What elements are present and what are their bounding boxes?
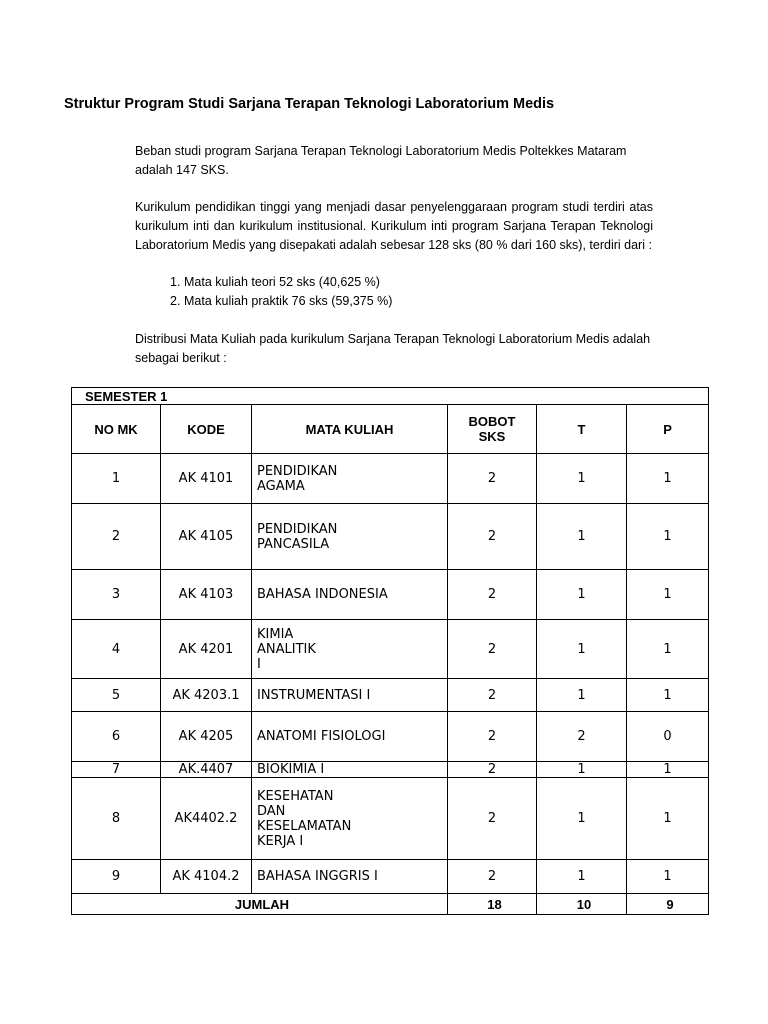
cell-no-mk: 3 <box>72 570 161 620</box>
table-row <box>72 712 709 762</box>
header-bobot-sks <box>448 405 537 454</box>
header-t: T <box>537 405 627 454</box>
list-number: 1. <box>170 275 181 289</box>
header-sks-line: SKS <box>478 429 506 444</box>
cell-kode: AK.4407 <box>161 762 252 778</box>
cell-t: 1 <box>537 778 627 860</box>
cell-kode: AK 4205 <box>161 712 252 762</box>
list-text: Mata kuliah teori 52 sks (40,625 %) <box>184 275 380 289</box>
course-name-line: PENDIDIKAN <box>257 463 338 479</box>
total-label: JUMLAH <box>72 894 448 915</box>
cell-mata-kuliah <box>252 679 448 712</box>
total-t: 10 <box>537 894 627 915</box>
total-p: 9 <box>627 894 709 915</box>
header-row <box>72 405 709 454</box>
cell-t: 1 <box>537 504 627 570</box>
table-row <box>72 570 709 620</box>
header-kode: KODE <box>161 405 252 454</box>
table-row <box>72 504 709 570</box>
cell-bobot-sks: 2 <box>448 454 537 504</box>
course-name-line: DAN <box>257 803 286 819</box>
course-name-line: AGAMA <box>257 478 305 494</box>
cell-bobot-sks: 2 <box>448 860 537 894</box>
total-row <box>72 894 709 915</box>
cell-mata-kuliah <box>252 504 448 570</box>
cell-p: 1 <box>627 570 709 620</box>
cell-t: 1 <box>537 454 627 504</box>
table-row <box>72 778 709 860</box>
course-name-line: KERJA I <box>257 833 304 849</box>
cell-kode: AK 4203.1 <box>161 679 252 712</box>
curriculum-table <box>71 387 709 915</box>
course-name-line: BIOKIMIA I <box>257 762 325 777</box>
cell-bobot-sks: 2 <box>448 778 537 860</box>
table-row <box>72 860 709 894</box>
cell-no-mk: 1 <box>72 454 161 504</box>
cell-mata-kuliah <box>252 570 448 620</box>
paragraph-distribusi: Distribusi Mata Kuliah pada kurikulum Sarjana Terapan Teknologi Laboratorium Medis adalah sebagai berikut : <box>135 332 651 365</box>
table-row <box>72 454 709 504</box>
cell-p: 1 <box>627 778 709 860</box>
cell-no-mk: 4 <box>72 620 161 679</box>
header-p: P <box>627 405 709 454</box>
course-name-line: PENDIDIKAN <box>257 521 338 537</box>
cell-t: 1 <box>537 620 627 679</box>
cell-t: 2 <box>537 712 627 762</box>
course-name-line: INSTRUMENTASI I <box>257 687 371 703</box>
cell-mata-kuliah <box>252 454 448 504</box>
cell-mata-kuliah <box>252 762 448 778</box>
course-name-line: ANATOMI FISIOLOGI <box>257 729 386 744</box>
cell-kode: AK4402.2 <box>161 778 252 860</box>
table-row <box>72 679 709 712</box>
cell-p: 1 <box>627 679 709 712</box>
cell-no-mk: 2 <box>72 504 161 570</box>
total-bobot: 18 <box>448 894 537 915</box>
header-mata-kuliah: MATA KULIAH <box>252 405 448 454</box>
cell-p: 1 <box>627 454 709 504</box>
semester-row <box>72 388 709 405</box>
paragraph-kurikulum: Kurikulum pendidikan tinggi yang menjadi dasar penyelenggaraan program studi terdiri atas kurikulum inti dan kurikulum institusional. Kurikulum inti program Sarjana Terapan Teknologi Laboratorium Medis yang disepakati adalah sebesar 128 sks (80 % dari 160 sks), terdiri dari : <box>135 200 653 252</box>
cell-bobot-sks: 2 <box>448 570 537 620</box>
cell-t: 1 <box>537 679 627 712</box>
cell-mata-kuliah <box>252 778 448 860</box>
semester-label: SEMESTER 1 <box>72 388 709 405</box>
cell-bobot-sks: 2 <box>448 679 537 712</box>
list-number: 2. <box>170 294 181 308</box>
course-name-line: KESELAMATAN <box>257 818 352 834</box>
cell-t: 1 <box>537 570 627 620</box>
cell-no-mk: 5 <box>72 679 161 712</box>
cell-no-mk: 7 <box>72 762 161 778</box>
cell-p: 1 <box>627 504 709 570</box>
header-bobot-line: BOBOT <box>468 414 516 429</box>
cell-kode: AK 4105 <box>161 504 252 570</box>
course-name-line: I <box>257 656 261 672</box>
cell-bobot-sks: 2 <box>448 620 537 679</box>
course-name-line: ANALITIK <box>257 641 316 657</box>
cell-bobot-sks: 2 <box>448 712 537 762</box>
cell-kode: AK 4101 <box>161 454 252 504</box>
cell-p: 0 <box>627 712 709 762</box>
cell-no-mk: 6 <box>72 712 161 762</box>
course-name-line: BAHASA INGGRIS I <box>257 869 378 884</box>
cell-kode: AK 4103 <box>161 570 252 620</box>
cell-bobot-sks: 2 <box>448 762 537 778</box>
cell-no-mk: 8 <box>72 778 161 860</box>
course-name-line: KESEHATAN <box>257 788 334 804</box>
cell-mata-kuliah <box>252 620 448 679</box>
table-row <box>72 762 709 778</box>
cell-mata-kuliah <box>252 860 448 894</box>
list-item-teori <box>170 273 380 292</box>
cell-no-mk: 9 <box>72 860 161 894</box>
cell-p: 1 <box>627 762 709 778</box>
list-text: Mata kuliah praktik 76 sks (59,375 %) <box>184 294 393 308</box>
document-title: Struktur Program Studi Sarjana Terapan Teknologi Laboratorium Medis <box>64 96 555 112</box>
header-no-mk: NO MK <box>72 405 161 454</box>
course-name-line: PANCASILA <box>257 536 330 552</box>
cell-p: 1 <box>627 620 709 679</box>
list-item-praktik <box>170 292 392 311</box>
cell-t: 1 <box>537 860 627 894</box>
table-row <box>72 620 709 679</box>
cell-mata-kuliah <box>252 712 448 762</box>
course-name-line: BAHASA INDONESIA <box>257 587 388 602</box>
cell-t: 1 <box>537 762 627 778</box>
course-name-line: KIMIA <box>257 626 294 642</box>
cell-p: 1 <box>627 860 709 894</box>
cell-bobot-sks: 2 <box>448 504 537 570</box>
paragraph-beban-studi: Beban studi program Sarjana Terapan Teknologi Laboratorium Medis Poltekkes Mataram adalah 147 SKS. <box>135 144 627 177</box>
cell-kode: AK 4104.2 <box>161 860 252 894</box>
cell-kode: AK 4201 <box>161 620 252 679</box>
